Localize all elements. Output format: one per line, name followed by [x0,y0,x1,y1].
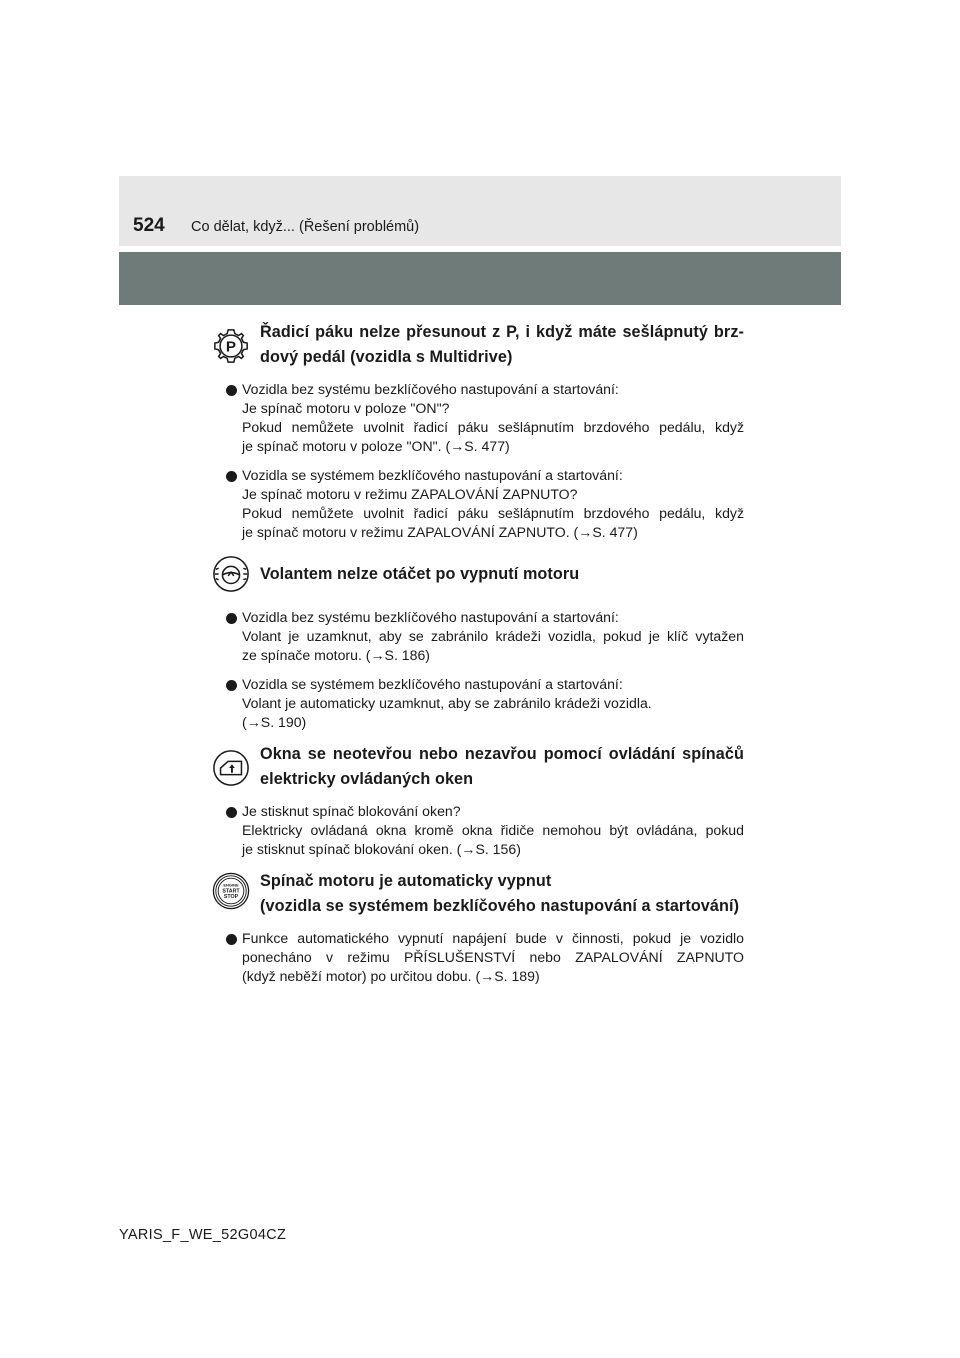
section-header [212,562,744,602]
section-shift-lever [212,320,744,542]
section-title-line: (vozidla se systémem bezklíčového nastupování a startování) [260,897,740,915]
bullet-line: je stisknut spínač blokování oken. (→S. 156) [242,841,521,857]
bullet-line: je spínač motoru v poloze "ON". (→S. 477) [242,438,510,454]
bullet-line: Je stisknut spínač blokování oken? [242,803,461,819]
steering-wheel-icon [212,555,250,593]
list-item [212,802,744,859]
section-title-text: Volantem nelze otáčet po vypnutí motoru [260,565,580,583]
bullet-list [212,608,744,732]
section-title-text: Řadicí páku nelze přesunout z P, i když máte sešlápnutý brz-dový pedál (vozidla s Multidrive) [260,323,744,366]
bullet-line: Vozidla bez systému bezklíčového nastupování a startování: [242,609,619,625]
bullet-dot-icon [226,613,237,624]
bullet-line: Vozidla se systémem bezklíčového nastupování a startování: [242,467,623,483]
bullet-dot-icon [226,471,237,482]
bullet-line: (→S. 190) [242,714,307,730]
bullet-line: Funkce automatického vypnutí napájení bude v činnosti, pokud je vozidlo [242,930,744,946]
section-banner [119,252,841,305]
list-item [212,466,744,542]
bullet-line: ponecháno v režimu PŘÍSLUŠENSTVÍ nebo ZAPALOVÁNÍ ZAPNUTO [242,949,744,965]
power-window-icon [212,749,250,787]
page-number: 524 [133,215,165,236]
bullet-line: ze spínače motoru. (→S. 186) [242,647,431,663]
bullet-line: Pokud nemůžete uvolnit řadicí páku sešlápnutím brzdového pedálu, když [242,419,744,435]
shift-p-gear-icon [212,327,250,365]
list-item [212,608,744,665]
section-title-text [260,869,744,919]
engine-start-stop-icon [212,872,250,910]
bullet-list [212,929,744,986]
section-power-windows [212,742,744,859]
bullet-line: Volant je uzamknut, aby se zabránilo krádeži vozidla, pokud je klíč vytažen [242,628,744,644]
bullet-line: Volant je automaticky uzamknut, aby se zabránilo krádeži vozidla. [242,695,652,711]
section-header [212,742,744,792]
header-band [119,176,841,246]
section-title-text: Okna se neotevřou nebo nezavřou pomocí ovládání spínačů elektricky ovládaných oken [260,745,744,788]
bullet-list [212,380,744,542]
list-item [212,929,744,986]
bullet-line: je spínač motoru v režimu ZAPALOVÁNÍ ZAPNUTO. (→S. 477) [242,524,638,540]
list-item [212,380,744,456]
bullet-dot-icon [226,934,237,945]
list-item [212,675,744,732]
section-title: Co dělat, když... (Řešení problémů) [191,219,420,235]
section-title-line: Spínač motoru je automaticky vypnut [260,872,552,890]
bullet-line: Vozidla se systémem bezklíčového nastupování a startování: [242,676,623,692]
bullet-dot-icon [226,807,237,818]
section-steering-lock [212,562,744,732]
bullet-list [212,802,744,859]
section-auto-power-off [212,869,744,986]
icon-label-start: START [222,888,240,895]
bullet-dot-icon [226,680,237,691]
bullet-line: Je spínač motoru v režimu ZAPALOVÁNÍ ZAPNUTO? [242,486,578,502]
bullet-line: Je spínač motoru v poloze "ON"? [242,400,450,416]
bullet-line: (když neběží motor) po určitou dobu. (→S. 189) [242,968,540,984]
icon-label-stop: STOP [223,894,239,901]
bullet-line: Pokud nemůžete uvolnit řadicí páku sešlápnutím brzdového pedálu, když [242,505,744,521]
icon-label-engine: ENGINE [223,882,239,888]
bullet-dot-icon [226,385,237,396]
document-code: YARIS_F_WE_52G04CZ [119,1227,287,1243]
page-content [212,318,744,996]
bullet-line: Elektricky ovládaná okna kromě okna řidiče nemohou být ovládána, pokud [242,822,744,838]
svg-text:P: P [225,338,237,356]
bullet-line: Vozidla bez systému bezklíčového nastupování a startování: [242,381,619,397]
section-header [212,320,744,370]
section-header [212,869,744,919]
